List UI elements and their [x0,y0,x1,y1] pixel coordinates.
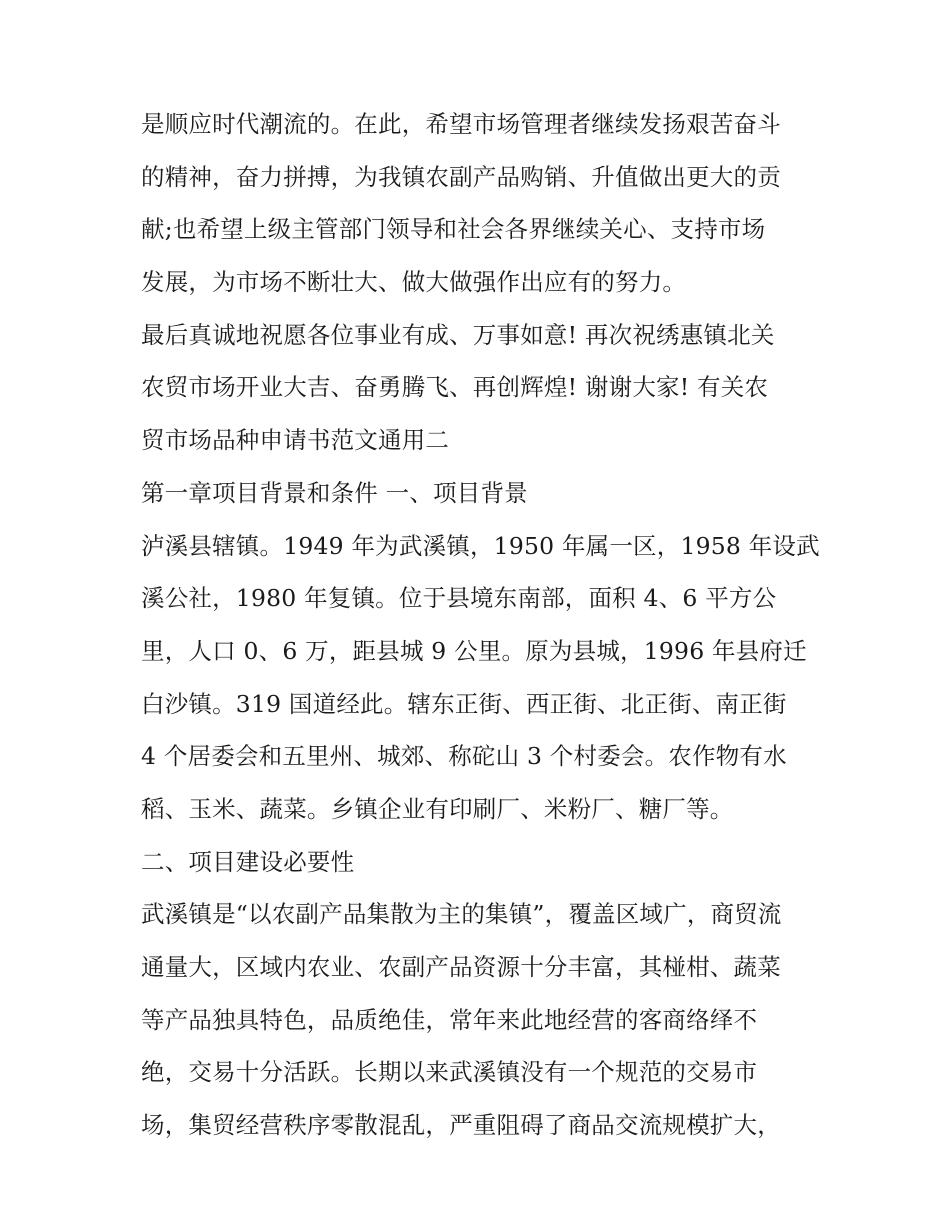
text-line: 武溪镇是“以农副产品集散为主的集镇”，覆盖区域广，商贸流 [141,900,782,929]
text-line: 场，集贸经营秩序零散混乱，严重阻碍了商品交流规模扩大， [141,1111,781,1140]
text-line: 泸溪县辖镇。1949 年为武溪镇，1950 年属一区，1958 年设武 [141,531,820,560]
text-line: 溪公社，1980 年复镇。位于县境东南部，面积 4、6 平方公 [141,584,777,613]
text-line: 通量大，区域内农业、农副产品资源十分丰富，其椪柑、蔬菜 [141,953,781,981]
text-line: 等产品独具特色，品质绝佳，常年来此地经营的客商络绎不 [141,1005,758,1034]
text-line: 农贸市场开业大吉、奋勇腾飞、再创辉煌! 谢谢大家! 有关农 [141,373,769,402]
text-line: 献;也希望上级主管部门领导和社会各界继续关心、支持市场 [141,215,766,244]
text-line: 里，人口 0、6 万，距县城 9 公里。原为县城，1996 年县府迁 [141,636,807,665]
document-body [141,98,821,1152]
text-line: 4 个居委会和五里州、城郊、称砣山 3 个村委会。农作物有水 [141,742,787,771]
section-heading: 第一章项目背景和条件 一、项目背景 [141,478,528,507]
text-line: 稻、玉米、蔬菜。乡镇企业有印刷厂、米粉厂、糖厂等。 [141,794,734,823]
text-line: 贸市场品种申请书范文通用二 [141,426,450,455]
text-line: 是顺应时代潮流的。在此，希望市场管理者继续发扬艰苦奋斗 [141,110,781,138]
text-line: 白沙镇。319 国道经此。辖东正街、西正街、北正街、南正街 [141,689,787,718]
text-line: 发展，为市场不断壮大、做大做强作出应有的努力。 [141,268,687,297]
section-heading: 二、项目建设必要性 [141,847,355,876]
text-line: 最后真诚地祝愿各位事业有成、万事如意! 再次祝绣惠镇北关 [141,320,775,349]
text-line: 绝，交易十分活跃。长期以来武溪镇没有一个规范的交易市 [141,1058,758,1087]
text-line: 的精神，奋力拼搏，为我镇农副产品购销、升值做出更大的贡 [141,162,781,191]
